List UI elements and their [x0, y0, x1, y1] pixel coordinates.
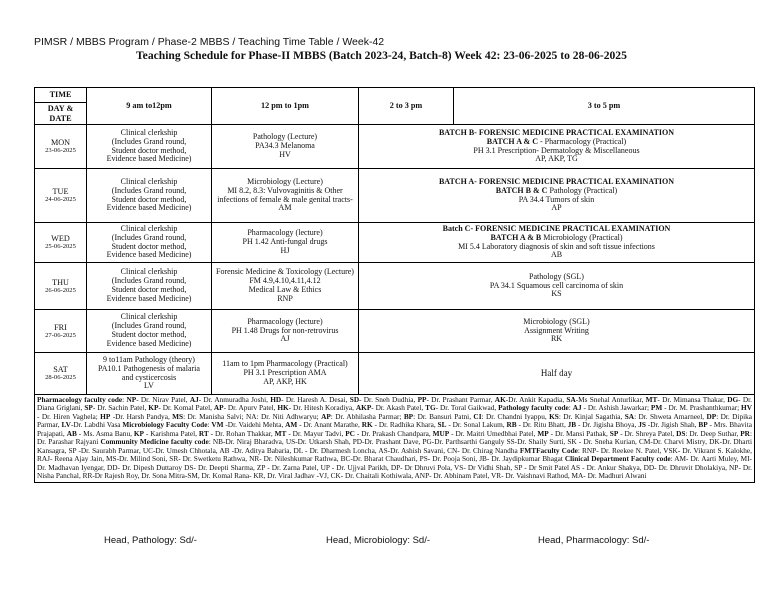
- faculty-name: : Dr. Deep Suthar,: [685, 428, 741, 438]
- header-slot-4: 3 to 5 pm: [454, 88, 755, 125]
- cell-line: (Includes Grand round,: [111, 185, 187, 195]
- page-title: Teaching Schedule for Phase-II MBBS (Batch 2023-24, Batch-8) Week 42: 23-06-2025 to 28-06-2025: [136, 49, 627, 62]
- faculty-name: - Dr. Prashant Parmar,: [426, 395, 495, 404]
- cell-line: Student doctor method,: [111, 194, 187, 204]
- faculty-name: :: [122, 395, 127, 404]
- day-name: TUE: [52, 187, 69, 197]
- faculty-name: :: [568, 403, 573, 413]
- faculty-code: Pathology faculty code: [498, 403, 569, 413]
- half-day-cell: Half day: [359, 353, 755, 395]
- faculty-code: DP: [706, 411, 717, 421]
- cell-line: Evidence based Medicine): [106, 203, 192, 213]
- cell-line: AP: [551, 203, 562, 213]
- cell-line: MI 8.2, 8.3: Vulvovaginitis & Other: [227, 185, 343, 195]
- faculty-code: RT: [198, 428, 209, 438]
- noon-cell: [212, 263, 359, 310]
- faculty-name: -Ms Snehal Anturlikar,: [575, 395, 646, 404]
- faculty-name: Dr. Bansuri Patni,: [417, 411, 474, 421]
- cell-line: Student doctor method,: [111, 145, 187, 155]
- cell-line: Pathology (Lecture): [252, 132, 318, 142]
- faculty-name: - Dr. Apurv Patel,: [223, 403, 278, 413]
- cell-line: PA 34.1 Squamous cell carcinoma of skin: [489, 280, 624, 290]
- faculty-code: HV: [741, 403, 752, 413]
- faculty-code: JB: [567, 420, 577, 430]
- cell-line: Student doctor method,: [111, 285, 187, 294]
- faculty-name: - Karishma: [143, 428, 181, 438]
- cell-line: PA34.3 Melanoma: [255, 141, 315, 151]
- faculty-name: Dr. Charvi Mistry, DK-Dr. Dharti Kansagra, SP -Dr. Saurabh Parmar, UC-Dr. Umesh Chhotala, AB -Dr. Aditya Babaria, DL - Dr. Dharmesh Loncha, AS-Dr. Ashish Savani, CN- Dr. Chirag Nandha: [37, 437, 752, 455]
- faculty-name: - Dr. Sonal Lakum,: [446, 420, 507, 430]
- cell-line: Medical Law & Ethics: [248, 285, 322, 294]
- faculty-code: PM: [650, 403, 663, 413]
- faculty-name: PS- Dr. Pooja Soni, JB- Dr. Jaydipkumar Bhagat: [419, 454, 565, 464]
- faculty-name: -Dr. Jigish Shah,: [645, 420, 699, 430]
- faculty-name: - Dr. Ritu Bhatt,: [516, 420, 568, 430]
- faculty-code: BP: [403, 411, 414, 421]
- faculty-name: - Dr. Shreya Patel,: [618, 428, 677, 438]
- afternoon-cell: [359, 263, 755, 310]
- day-name: SAT: [53, 365, 68, 375]
- cell-line: (Includes Grand round,: [111, 276, 187, 286]
- day-name: MON: [50, 138, 71, 148]
- batch-label: BATCH B & C: [495, 185, 548, 195]
- faculty-code: VM: [211, 420, 224, 430]
- day-date: 27-06-2025: [45, 331, 76, 339]
- table-row: [35, 310, 755, 353]
- faculty-code: PC: [345, 428, 355, 438]
- faculty-name: - Dr. Maitri Umedbhai Patel,: [449, 428, 538, 438]
- table-row: [35, 125, 755, 169]
- day-name: FRI: [54, 322, 67, 332]
- faculty-codes: [35, 395, 755, 483]
- faculty-code: TG: [425, 403, 436, 413]
- faculty-name: -Dr. Vaidehi Mehta,: [223, 420, 286, 430]
- cell-line: AP, AKP, HK: [263, 376, 307, 386]
- morning-cell: [87, 223, 212, 263]
- cell-line: Pharmacology (lecture): [247, 228, 323, 238]
- day-date: 28-06-2025: [45, 374, 76, 382]
- cell-line: AP, AKP, TG: [535, 154, 578, 164]
- faculty-code: AP: [321, 411, 331, 421]
- cell-line: Pathology (SGL): [529, 271, 584, 281]
- cell-line: AB: [550, 250, 563, 260]
- faculty-name: - Dr. Mansi Pathak,: [548, 428, 610, 438]
- faculty-code: SD: [349, 395, 360, 404]
- cell-line: AM: [278, 203, 292, 213]
- day-cell: [35, 169, 87, 223]
- faculty-name: - Dr. Diana Griglani,: [37, 395, 752, 413]
- afternoon-cell: [359, 169, 755, 223]
- faculty-name: - Dr. Sachin Patel,: [92, 403, 149, 413]
- faculty-name: -: [297, 420, 304, 430]
- cell-line: BATCH B- FORENSIC MEDICINE PRACTICAL EXAMINATION: [438, 127, 675, 137]
- cell-line: PH 3.1 Prescription AMA: [243, 368, 327, 378]
- day-name: WED: [51, 234, 70, 244]
- morning-cell: [87, 353, 212, 395]
- faculty-code: DS: [676, 428, 686, 438]
- faculty-name: : Dr. Shweta Amarneel,: [634, 411, 707, 421]
- faculty-name: Parashar Rajyani: [48, 437, 101, 447]
- cell-line: Clinical clerkship: [120, 267, 178, 277]
- faculty-name: - Dr. Akash Patel,: [371, 403, 426, 413]
- faculty-code: AJ: [572, 403, 582, 413]
- faculty-code: KS: [549, 411, 559, 421]
- faculty-name: - Dr. Sneh Dudhia,: [359, 395, 418, 404]
- faculty-name: :: [413, 411, 418, 421]
- faculty-name: - Dr. Mimansa Thakar,: [657, 395, 728, 404]
- faculty-name: - Dr. Jigisha Bhoya,: [576, 420, 639, 430]
- faculty-name: - Dr. Prakash Chandpara,: [354, 428, 433, 438]
- faculty-name: Dr. Anant Marathe,: [303, 420, 362, 430]
- faculty-code: SA: [566, 395, 576, 404]
- faculty-code: Microbiology Faculty Code: [122, 420, 208, 430]
- cell-line: Evidence based Medicine): [106, 338, 192, 348]
- faculty-code: MP: [537, 428, 549, 438]
- faculty-code: SP: [609, 428, 619, 438]
- table-row: [35, 169, 755, 223]
- faculty-code: Community Medicine faculty code: [100, 437, 209, 447]
- cell-line: PA 34.4 Tumors of skin: [518, 194, 595, 204]
- cell-line: KS: [551, 289, 562, 299]
- morning-cell: [87, 310, 212, 353]
- table-row: [35, 263, 755, 310]
- day-date: 26-06-2025: [45, 286, 76, 294]
- cell-line: PH 1.48 Drugs for non-retrovirus: [231, 325, 339, 335]
- faculty-name: : Dr. Abhilasha Parmar;: [330, 411, 404, 421]
- day-cell: [35, 310, 87, 353]
- faculty-code: MT: [645, 395, 658, 404]
- faculty-code: Clinical Department Faculty code: [564, 454, 671, 464]
- cell-line: Batch C- FORENSIC MEDICINE PRACTICAL EXAMINATION: [442, 223, 671, 233]
- afternoon-cell: [359, 125, 755, 169]
- cell-line: Clinical clerkship: [120, 176, 178, 186]
- cell-line: 11am to 1pm Pharmacology (Practical): [222, 359, 348, 369]
- day-date: 23-06-2025: [45, 147, 76, 155]
- faculty-name: : Dr.: [37, 428, 752, 447]
- faculty-code: HD: [270, 395, 282, 404]
- faculty-code: RB: [506, 420, 517, 430]
- cell-line: and cysticercosis: [121, 372, 177, 382]
- cell-line: Evidence based Medicine): [106, 154, 192, 164]
- faculty-name: : RNP- Dr. Reekee N. Patel, VSK- Dr. Vikrant S. Kalokhe, RAJ- Reena Ajay Jain, MS-Dr. Milind Soni, SR- Dr. Swetketu Rathwa, NR- Dr. Nileshkumar Rathwa, BC-Dr. Bharat Chaudhari,: [37, 445, 752, 464]
- header-day-date: DAY & DATE: [35, 103, 87, 125]
- cell-line: (Includes Grand round,: [111, 232, 187, 242]
- cell-line: AJ: [280, 334, 290, 344]
- cell-line: Pharmacology (lecture): [247, 316, 323, 326]
- faculty-code: KP: [133, 428, 144, 438]
- cell-line: PH 1.42 Anti-fungal drugs: [242, 237, 328, 247]
- faculty-name: SM, Dr. Komal Rana- KR, Dr. Viral Jadhav -VJ, CK- Dr. Chaitali Kothiwala, ANP- Dr. Abhinam Patel, VR- Dr. Vaishnavi Rathod, MA- Dr. Madhuri Alwani: [187, 471, 647, 481]
- faculty-code: PR: [740, 428, 750, 438]
- afternoon-cell: [359, 223, 755, 263]
- faculty-name: - Dr. Hiren Vaghela;: [37, 411, 101, 421]
- subject-label: - Pharmacology (Practical): [540, 136, 627, 146]
- faculty-code: Faculty Code: [536, 445, 578, 455]
- cell-line: Student doctor method,: [111, 330, 187, 339]
- faculty-name: - Dr. Radhika Khara,: [372, 420, 438, 430]
- faculty-code: AP: [213, 403, 224, 413]
- cell-line: (Includes Grand round,: [111, 321, 187, 331]
- cell-line: HV: [279, 149, 291, 159]
- cell-line: FM 4.9,4.10,4.11,4.12: [249, 276, 321, 286]
- cell-line: Assignment Writing: [524, 325, 589, 335]
- cell-line: Microbiology (Lecture): [247, 176, 323, 186]
- faculty-code: SA: [624, 411, 635, 421]
- faculty-name: - Dr. Komal Patel,: [158, 403, 214, 413]
- faculty-name: - Dr. Mayur Tadvi,: [286, 428, 346, 438]
- faculty-name: : Dr. Chandni Iyappu,: [481, 411, 550, 421]
- noon-cell: [212, 353, 359, 395]
- morning-cell: [87, 125, 212, 169]
- faculty-code: SP: [84, 403, 93, 413]
- cell-line: PA10.1 Pathogenesis of malaria: [98, 363, 200, 373]
- day-cell: [35, 223, 87, 263]
- faculty-code: FMT: [519, 445, 537, 455]
- faculty-code: BP: [698, 420, 708, 430]
- faculty-name: : Dr. Dipika Parmar,: [37, 411, 753, 430]
- faculty-name: : Dr. Kinjal Sagathia,: [558, 411, 625, 421]
- morning-cell: [87, 263, 212, 310]
- cell-line: Clinical clerkship: [120, 223, 178, 233]
- faculty-name: : Dr. Manisha Salvi; NA: Dr. Niti Adhwaryu;: [183, 411, 322, 421]
- faculty-name: - Mrs. Bhavita Prajapati,: [37, 420, 752, 438]
- table-row: [35, 353, 755, 395]
- faculty-code: JS: [638, 420, 646, 430]
- day-date: 24-06-2025: [45, 196, 76, 204]
- faculty-name: - Dr. Ashish Jawarkar;: [581, 403, 651, 413]
- faculty-code: MS: [172, 411, 184, 421]
- cell-line: HJ: [280, 245, 290, 255]
- faculty-name: - Dr. M. Prashanthkumar;: [662, 403, 742, 413]
- afternoon-cell: [359, 310, 755, 353]
- day-cell: [35, 263, 87, 310]
- faculty-code: AK: [494, 395, 506, 404]
- faculty-name: : NB-Dr. Niraj Bharadva, US-Dr. Utkarsh Shah, PD-Dr. Prashant Dave, PG-Dr. Parthsarthi Ganguly SS-Dr. Shaily Surti, SK - Dr. Sneha Kurian, CM-: [208, 437, 653, 447]
- faculty-name: - Dr. Rohan Thakkar,: [208, 428, 275, 438]
- faculty-name: - Dr. Toral Gaikwad,: [435, 403, 499, 413]
- faculty-name: - Ms. Asma Banu,: [76, 428, 134, 438]
- cell-line: Evidence based Medicine): [106, 293, 192, 303]
- faculty-code: AKP: [355, 403, 372, 413]
- signature-pharmacology: Head, Pharmacology: Sd/-: [538, 535, 650, 546]
- noon-cell: [212, 223, 359, 263]
- faculty-code: MUP: [432, 428, 450, 438]
- faculty-name: : AM- Dr. Aarti Muley, MI-Dr. Madhavan Iyengar, DD- Dr. Dipesh Duttaroy DS- Dr. Deepti Sharma, ZP - Dr. Zarna: [37, 454, 752, 472]
- faculty-code: AJ: [189, 395, 199, 404]
- cell-line: Microbiology (SGL): [523, 316, 590, 326]
- faculty-code: PP: [417, 395, 427, 404]
- faculty-code: AM: [285, 420, 298, 430]
- cell-line: BATCH A- FORENSIC MEDICINE PRACTICAL EXAMINATION: [438, 176, 675, 186]
- faculty-code: SL: [437, 420, 447, 430]
- cell-line: RNP: [277, 293, 293, 303]
- cell-line: LV: [144, 381, 154, 391]
- subject-label: Pathology (Practical): [549, 185, 618, 195]
- table-row: [35, 223, 755, 263]
- faculty-name: Patel, UP - Dr. Ujjval Parikh, DP- Dr Dhruvi Pola, VS- Dr Vidhi Shah, SP - Dr Smit Patel AS - Dr. Ankur Shakya, DD- Dr. Dhruvit Dholakiya, NP- Dr. Nisha Panchal, RR-Dr Rajesh Roy, Dr. Sona Mitra-: [37, 462, 752, 481]
- cell-line: Clinical clerkship: [120, 127, 178, 137]
- breadcrumb: PIMSR / MBBS Program / Phase-2 MBBS / Teaching Time Table / Week-42: [34, 36, 385, 48]
- header-slot-3: 2 to 3 pm: [359, 88, 454, 125]
- day-cell: [35, 353, 87, 395]
- faculty-name: - Dr. Anmuradha Joshi,: [198, 395, 271, 404]
- header-slot-1: 9 am to12pm: [87, 88, 212, 125]
- cell-line: infections of female & male genital tracts-: [217, 194, 353, 204]
- faculty-name: Patel,: [180, 428, 199, 438]
- faculty-row: [35, 395, 755, 483]
- faculty-code: HP: [100, 411, 111, 421]
- faculty-name: - Dr. Nirav Patel,: [136, 395, 190, 404]
- cell-line: Forensic Medicine & Toxicology (Lecture): [216, 267, 354, 277]
- faculty-code: CI: [473, 411, 482, 421]
- day-cell: [35, 125, 87, 169]
- batch-label: BATCH A & B: [490, 232, 542, 242]
- cell-line: 9 to11am Pathology (theory): [103, 354, 195, 364]
- noon-cell: [212, 169, 359, 223]
- signature-microbiology: Head, Microbiology: Sd/-: [326, 535, 431, 546]
- cell-line: Student doctor method,: [111, 241, 187, 251]
- faculty-name: -Dr. Labdhi Vasa: [70, 420, 123, 430]
- subject-label: Microbiology (Practical): [543, 232, 623, 242]
- faculty-code: Pharmacology faculty code: [37, 395, 123, 404]
- noon-cell: [212, 125, 359, 169]
- signature-pathology: Head, Pathology: Sd/-: [104, 535, 197, 546]
- faculty-code: AB: [66, 428, 77, 438]
- faculty-name: -Dr. Ankit Kapadia,: [505, 395, 567, 404]
- noon-cell: [212, 310, 359, 353]
- morning-cell: [87, 169, 212, 223]
- cell-line: Clinical clerkship: [120, 312, 178, 322]
- schedule-table: [34, 87, 755, 483]
- header-time: TIME: [35, 88, 87, 103]
- batch-label: BATCH A & C: [486, 136, 538, 146]
- cell-line: MI 5.4 Laboratory diagnosis of skin and soft tissue infections: [458, 241, 655, 251]
- faculty-name: - Dr. Haresh A. Desai,: [281, 395, 350, 404]
- faculty-code: NP: [126, 395, 137, 404]
- faculty-code: HK: [277, 403, 289, 413]
- day-date: 25-06-2025: [45, 243, 76, 251]
- faculty-code: DG: [727, 395, 739, 404]
- cell-line: RK: [550, 334, 563, 344]
- faculty-name: -Dr. Harsh Pandya,: [110, 411, 173, 421]
- faculty-code: LV: [61, 420, 71, 430]
- faculty-name: - Dr. Hitesh Koradiya,: [288, 403, 356, 413]
- cell-line: (Includes Grand round,: [111, 136, 187, 146]
- header-slot-2: 12 pm to 1pm: [212, 88, 359, 125]
- faculty-name: :: [207, 420, 212, 430]
- day-name: THU: [52, 277, 69, 287]
- faculty-code: RK: [361, 420, 373, 430]
- faculty-code: MT: [274, 428, 287, 438]
- faculty-code: KP: [148, 403, 159, 413]
- cell-line: PH 3.1 Prescription- Dermatology & Miscellaneous: [473, 145, 640, 155]
- cell-line: Evidence based Medicine): [106, 250, 192, 260]
